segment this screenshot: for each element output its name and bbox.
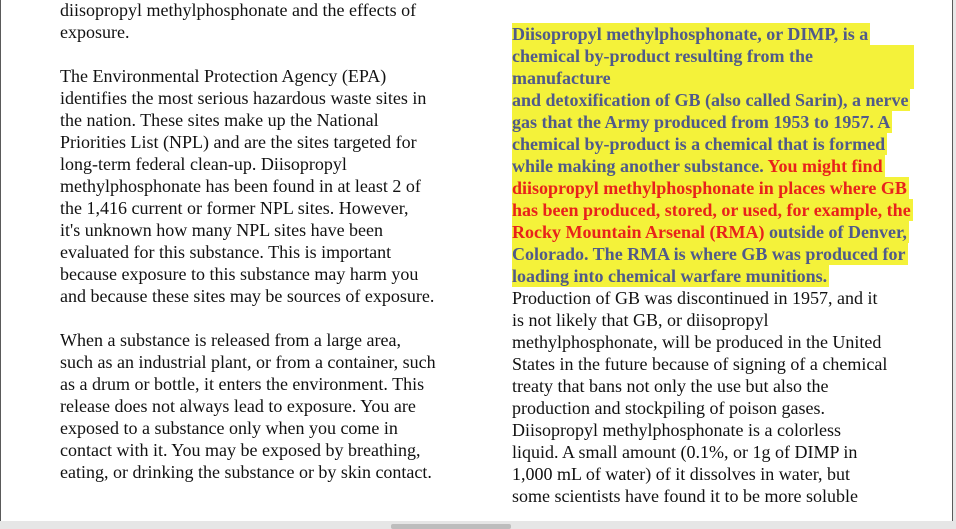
text-line: contact with it. You may be exposed by breathing, (60, 440, 421, 460)
highlighted-line (512, 221, 909, 243)
text-line: Production of GB was discontinued in 1957, and it (512, 288, 878, 308)
text-line: long-term federal clean-up. Diisopropyl (60, 154, 347, 174)
text-line: diisopropyl methylphosphonate and the effects of (60, 0, 417, 20)
text-line: the 1,416 current or former NPL sites. However, (60, 198, 409, 218)
highlighted-passage (512, 23, 914, 287)
highlighted-line (512, 243, 908, 265)
highlighted-line (512, 155, 885, 177)
highlighted-line (512, 111, 892, 133)
text-line: evaluated for this substance. This is important (60, 242, 392, 262)
text-line: production and stockpiling of poison gases. (512, 398, 825, 418)
highlighted-line (512, 199, 913, 221)
highlighted-red-text: diisopropyl methylphosphonate in places where GB (512, 178, 907, 198)
scrollbar-thumb[interactable] (391, 524, 511, 529)
text-line: methylphosphonate has been found in at least 2 of (60, 176, 421, 196)
text-line: methylphosphonate, will be produced in the United (512, 332, 882, 352)
text-line: 1,000 mL of water) of it dissolves in water, but (512, 464, 851, 484)
highlighted-line (512, 177, 909, 199)
highlighted-text: gas that the Army produced from 1953 to 1957. A (512, 112, 891, 132)
highlighted-text: loading into chemical warfare munitions. (512, 266, 828, 286)
text-line: as a drum or bottle, it enters the environment. This (60, 374, 425, 394)
text-line: some scientists have found it to be more soluble (512, 486, 858, 506)
highlighted-line (512, 133, 887, 155)
highlighted-text: and detoxification of GB (also called Sarin), a nerve (512, 90, 909, 110)
text-line: and because these sites may be sources of exposure. (60, 286, 435, 306)
paragraph-release (60, 329, 470, 483)
text-line: When a substance is released from a large area, (60, 330, 401, 350)
paragraph-intro-fragment (60, 0, 470, 43)
text-line: identifies the most serious hazardous waste sites in (60, 88, 427, 108)
text-line: treaty that bans not only the use but also the (512, 376, 829, 396)
highlighted-text: outside of Denver, (764, 222, 907, 242)
left-column (60, 0, 470, 483)
text-line: liquid. A small amount (0.1%, or 1g of DIMP in (512, 442, 858, 462)
highlighted-line (512, 23, 870, 45)
highlighted-line (512, 89, 910, 111)
highlighted-red-text: has been produced, stored, or used, for example, the (512, 200, 911, 220)
highlighted-text: chemical by-product is a chemical that is formed (512, 134, 886, 154)
text-line: The Environmental Protection Agency (EPA) (60, 66, 387, 86)
highlighted-red-text: You might find (767, 156, 883, 176)
paragraph-epa (60, 65, 470, 307)
text-line: Diisopropyl methylphosphonate is a colorless (512, 420, 841, 440)
text-line: exposed to a substance only when you come in (60, 418, 398, 438)
text-line: the nation. These sites make up the National (60, 110, 379, 130)
highlighted-text: chemical by-product resulting from the manufacture (512, 46, 813, 88)
text-line: is not likely that GB, or diisopropyl (512, 310, 769, 330)
text-line: States in the future because of signing of a chemical (512, 354, 888, 374)
highlighted-line (512, 265, 829, 287)
highlighted-text: Colorado. The RMA is where GB was produced for (512, 244, 906, 264)
highlighted-text: Diisopropyl methylphosphonate, or DIMP, is a (512, 24, 869, 44)
text-line: Priorities List (NPL) and are the sites targeted for (60, 132, 417, 152)
highlighted-text: while making another substance. (512, 156, 768, 176)
paragraph-production (512, 287, 914, 507)
text-line: such as an industrial plant, or from a container, such (60, 352, 436, 372)
right-column (512, 23, 914, 507)
text-line: eating, or drinking the substance or by skin contact. (60, 462, 432, 482)
highlighted-line (512, 45, 914, 89)
highlighted-red-text: Rocky Mountain Arsenal (RMA) (512, 222, 765, 242)
text-line: because exposure to this substance may harm you (60, 264, 419, 284)
text-line: it's unknown how many NPL sites have been (60, 220, 384, 240)
text-line: release does not always lead to exposure. You are (60, 396, 416, 416)
text-line: exposure. (60, 22, 130, 42)
